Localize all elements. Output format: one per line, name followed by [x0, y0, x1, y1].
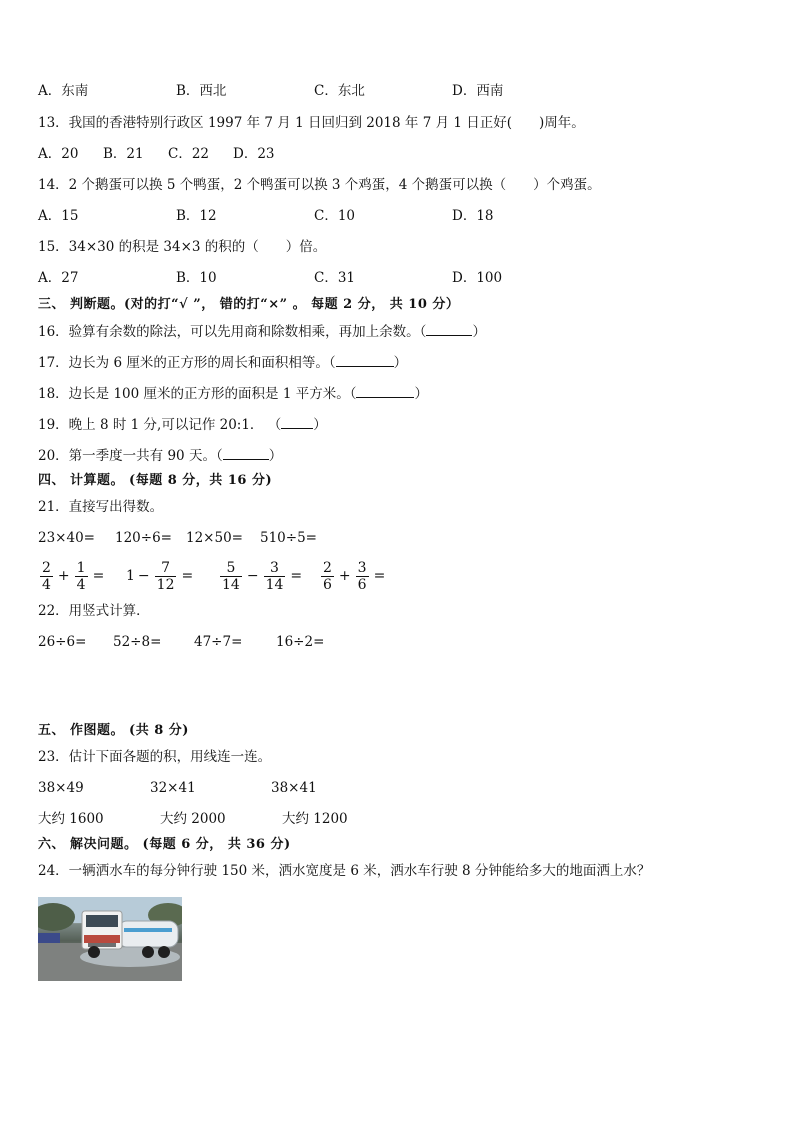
q16-close: ）: [472, 324, 486, 340]
q21-item-4: 510÷5=: [260, 530, 317, 546]
q14-option-d: D．18: [452, 208, 494, 224]
fraction: $\frac{7}{12}$: [156, 559, 175, 593]
fraction: $\frac{3}{14}$: [265, 559, 284, 593]
q14-option-c: C．10: [314, 208, 356, 224]
q17-answer-blank[interactable]: [336, 353, 394, 367]
q19: [38, 415, 327, 434]
q22-stem: 22．用竖式计算．: [38, 603, 150, 619]
q18-answer-blank[interactable]: [356, 384, 414, 398]
fraction-expr-1: $\frac{2}{4}$ + $\frac{1}{4}$ =: [42, 559, 105, 593]
section-3-heading: 三、 判断题。(对的打“√ ”， 错的打“×” 。 每题 2 分， 共 10 分）: [38, 297, 460, 312]
q13-option-a: A．20: [38, 146, 79, 162]
fraction: $\frac{2}{6}$: [323, 559, 332, 593]
q23-estimate-3: 大约 1200: [282, 811, 348, 827]
q15-option-a: A．27: [38, 270, 79, 286]
q13-stem: 13．我国的香港特别行政区 1997 年 7 月 1 日回归到 2018 年 7 月 1 日正好( )周年。: [38, 115, 585, 131]
q16-answer-blank[interactable]: [426, 322, 472, 336]
q15-stem: 15．34×30 的积是 34×3 的积的（ ）倍。: [38, 239, 327, 255]
q13-option-d: D．23: [233, 146, 275, 162]
section-5-heading: 五、 作图题。 (共 8 分): [38, 723, 189, 738]
q22-item-4: 16÷2=: [276, 634, 325, 650]
q19-text: 19．晚上 8 时 1 分,可以记作 20:1． （: [38, 417, 282, 433]
q16-text: 16．验算有余数的除法，可以先用商和除数相乘，再加上余数。（: [38, 324, 427, 340]
q18: [38, 384, 428, 403]
q18-close: ）: [414, 386, 428, 402]
q21-item-3: 12×50=: [186, 530, 243, 546]
q15-option-d: D．100: [452, 270, 503, 286]
q24-stem: 24．一辆洒水车的每分钟行驶 150 米，洒水宽度是 6 米，洒水车行驶 8 分钟能给多大的地面洒上水？: [38, 863, 651, 879]
fraction-expr-2: 1 − $\frac{7}{12}$ =: [126, 559, 194, 593]
q20-close: ）: [268, 448, 283, 464]
q23-expr-3: 38×41: [271, 780, 317, 796]
q22-item-1: 26÷6=: [38, 634, 87, 650]
q20-text: 20．第一季度一共有 90 天。（: [38, 448, 223, 464]
q14-stem: 14．2 个鹅蛋可以换 5 个鸭蛋，2 个鸭蛋可以换 3 个鸡蛋，4 个鹅蛋可以换（ ）个鸡蛋。: [38, 177, 601, 193]
q22-item-3: 47÷7=: [194, 634, 243, 650]
q19-close: ）: [313, 417, 327, 433]
q12-option-d: D．西南: [452, 83, 504, 99]
section-4-heading: 四、 计算题。 (每题 8 分，共 16 分): [38, 473, 273, 488]
fraction-expr-3: $\frac{5}{14}$ − $\frac{3}{14}$ =: [222, 559, 303, 593]
water-truck-photo: [38, 897, 182, 981]
fraction-expr-4: $\frac{2}{6}$ + $\frac{3}{6}$ =: [323, 559, 386, 593]
q19-answer-blank[interactable]: [281, 415, 313, 429]
q20-answer-blank[interactable]: [223, 446, 269, 460]
q15-option-c: C．31: [314, 270, 356, 286]
fraction: $\frac{3}{6}$: [357, 559, 367, 593]
fraction: $\frac{1}{4}$: [76, 559, 86, 593]
q22-item-2: 52÷8=: [113, 634, 162, 650]
q23-expr-1: 38×49: [38, 780, 84, 796]
q14-option-b: B．12: [176, 208, 217, 224]
fraction: $\frac{2}{4}$: [42, 559, 51, 593]
q23-estimate-1: 大约 1600: [38, 811, 104, 827]
q21-stem: 21．直接写出得数。: [38, 499, 164, 515]
q17-text: 17．边长为 6 厘米的正方形的周长和面积相等。（: [38, 355, 336, 371]
q12-option-b: B．西北: [176, 83, 227, 99]
q23-expr-2: 32×41: [150, 780, 196, 796]
q18-text: 18．边长是 100 厘米的正方形的面积是 1 平方米。（: [38, 386, 357, 402]
fraction: $\frac{5}{14}$: [222, 559, 240, 593]
q23-stem: 23．估计下面各题的积，用线连一连。: [38, 749, 272, 765]
q16: [38, 322, 486, 341]
section-6-heading: 六、 解决问题。 (每题 6 分， 共 36 分): [38, 837, 291, 852]
q17: [38, 353, 407, 372]
q13-option-b: B．21: [103, 146, 144, 162]
q15-option-b: B．10: [176, 270, 217, 286]
q23-estimate-2: 大约 2000: [160, 811, 226, 827]
q21-item-1: 23×40=: [38, 530, 95, 546]
q12-option-a: A．东南: [38, 83, 89, 99]
q20: [38, 446, 282, 465]
q12-option-c: C．东北: [314, 83, 365, 99]
q14-option-a: A．15: [38, 208, 79, 224]
q21-item-2: 120÷6=: [115, 530, 172, 546]
q13-option-c: C．22: [168, 146, 210, 162]
q17-close: ）: [393, 355, 408, 371]
